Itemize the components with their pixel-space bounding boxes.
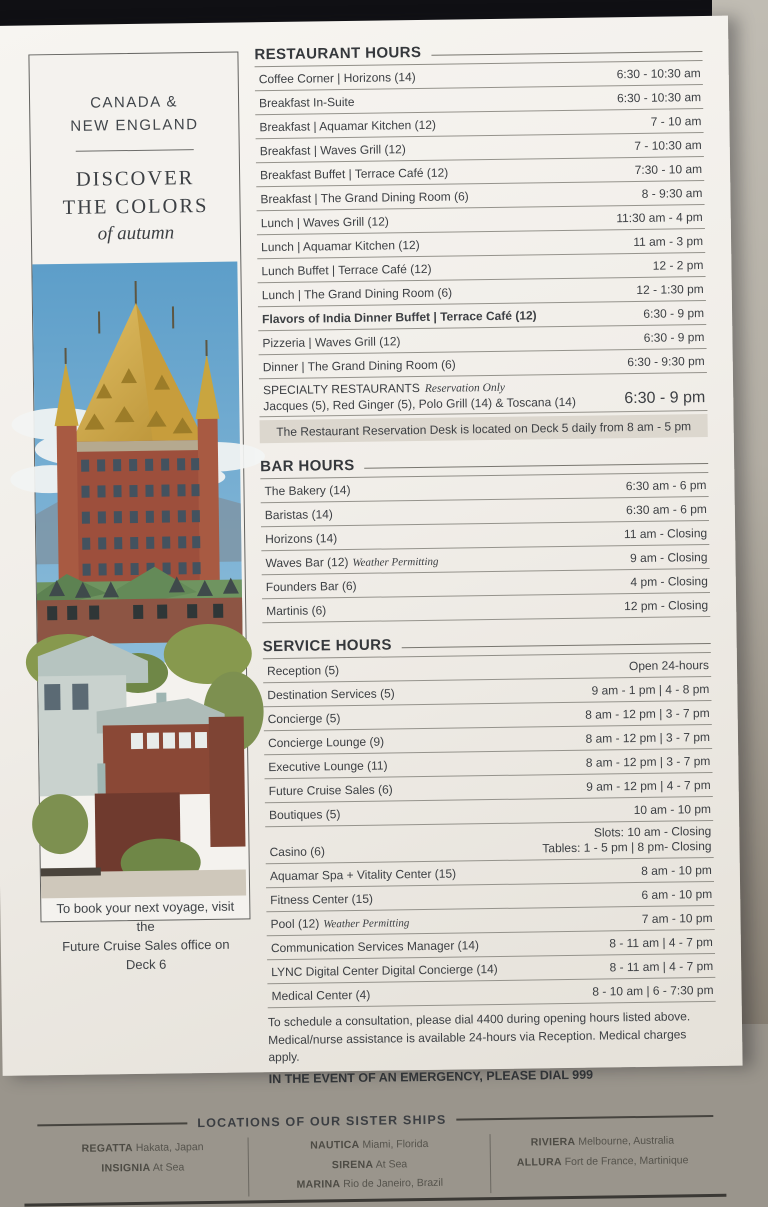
promo-footer-text: To book your next voyage, visit the Future Cruise Sales office on Deck 6 bbox=[41, 896, 250, 978]
daily-program-page bbox=[0, 16, 743, 1076]
row-label: LYNC Digital Center Digital Concierge (14) bbox=[271, 962, 498, 979]
row-label: Breakfast Buffet | Terrace Café (12) bbox=[260, 165, 448, 182]
schedule-row bbox=[262, 593, 710, 623]
row-time: 11 am - Closing bbox=[624, 526, 707, 543]
row-time: 8 am - 12 pm | 3 - 7 pm bbox=[585, 706, 710, 723]
row-time: 8 - 10 am | 6 - 7:30 pm bbox=[592, 983, 713, 1000]
row-label: Coffee Corner | Horizons (14) bbox=[259, 70, 416, 86]
row-time: 6:30 - 9 pm bbox=[643, 306, 704, 322]
restaurant-rows bbox=[255, 61, 707, 379]
row-time: 6:30 - 10:30 am bbox=[617, 90, 701, 107]
reservation-desk-banner: The Restaurant Reservation Desk is located on Deck 5 daily from 8 am - 5 pm bbox=[260, 414, 708, 443]
service-hours-section bbox=[263, 632, 717, 1087]
row-time: 6:30 - 10:30 am bbox=[617, 66, 701, 83]
row-label: Reception (5) bbox=[267, 663, 339, 678]
row-label: Executive Lounge (11) bbox=[268, 758, 387, 774]
row-time: 7:30 - 10 am bbox=[635, 162, 703, 179]
promo-headline: DISCOVER THE COLORS bbox=[39, 165, 232, 223]
row-time: 7 - 10 am bbox=[651, 114, 702, 130]
row-time: 6:30 am - 6 pm bbox=[626, 502, 707, 519]
row-time: 7 am - 10 pm bbox=[642, 911, 713, 928]
row-label: Pool (12) bbox=[270, 916, 319, 931]
row-time: 8 - 11 am | 4 - 7 pm bbox=[609, 935, 713, 952]
row-label: Founders Bar (6) bbox=[266, 578, 357, 593]
row-label: Lunch Buffet | Terrace Café (12) bbox=[261, 261, 431, 277]
row-time: 6:30 - 9 pm bbox=[624, 389, 705, 408]
row-time: 11:30 am - 4 pm bbox=[616, 210, 703, 227]
promo-subheadline: of autumn bbox=[40, 222, 232, 247]
row-time-2: Tables: 1 - 5 pm | 8 pm- Closing bbox=[542, 839, 711, 857]
specialty-title: SPECIALTY RESTAURANTS bbox=[263, 381, 420, 397]
row-time: 6:30 - 9:30 pm bbox=[627, 354, 705, 371]
header-rule bbox=[431, 51, 702, 56]
row-label: Waves Bar (12) bbox=[265, 555, 348, 570]
row-time: 9 am - Closing bbox=[630, 550, 708, 567]
row-time: 10 am - 10 pm bbox=[634, 802, 712, 819]
ship-name: REGATTA bbox=[82, 1142, 133, 1155]
row-time: 12 - 1:30 pm bbox=[636, 282, 704, 299]
ship-location: At Sea bbox=[153, 1161, 185, 1173]
row-label: Boutiques (5) bbox=[269, 807, 341, 822]
row-label: Baristas (14) bbox=[265, 507, 333, 522]
sister-ships-section bbox=[37, 1109, 714, 1199]
row-label: Flavors of India Dinner Buffet | Terrace Café (12) bbox=[262, 308, 537, 326]
emergency-dial-notice: IN THE EVENT OF AN EMERGENCY, PLEASE DIAL 999 bbox=[269, 1066, 717, 1086]
ship-name: NAUTICA bbox=[310, 1139, 360, 1152]
section-title: RESTAURANT HOURS bbox=[254, 44, 421, 63]
row-label: Pizzeria | Waves Grill (12) bbox=[262, 334, 400, 350]
ship-location: Miami, Florida bbox=[362, 1138, 428, 1151]
ship-entry bbox=[255, 1173, 485, 1196]
specialty-restaurants-row bbox=[259, 373, 707, 417]
row-label: Breakfast | Waves Grill (12) bbox=[260, 142, 406, 158]
sister-ships-title: LOCATIONS OF OUR SISTER SHIPS bbox=[197, 1113, 446, 1130]
ship-name: INSIGNIA bbox=[101, 1162, 150, 1175]
row-time: 9 am - 12 pm | 4 - 7 pm bbox=[586, 778, 711, 795]
row-label: Destination Services (5) bbox=[267, 686, 395, 702]
row-label: Lunch | Aquamar Kitchen (12) bbox=[261, 237, 420, 253]
row-label: Martinis (6) bbox=[266, 603, 326, 618]
promo-heading bbox=[29, 53, 240, 265]
row-label: Lunch | The Grand Dining Room (6) bbox=[262, 285, 453, 302]
cruise-region-title: CANADA & NEW ENGLAND bbox=[38, 91, 231, 139]
row-label: Concierge Lounge (9) bbox=[268, 734, 384, 750]
row-label: Medical Center (4) bbox=[271, 987, 370, 1002]
ship-entry bbox=[497, 1151, 708, 1173]
medical-notes bbox=[268, 1008, 717, 1066]
row-time: 11 am - 3 pm bbox=[633, 234, 703, 251]
row-note: Weather Permitting bbox=[352, 555, 438, 568]
ship-name: MARINA bbox=[296, 1178, 340, 1191]
row-label: Fitness Center (15) bbox=[270, 891, 373, 906]
ships-column-2 bbox=[247, 1134, 491, 1196]
ship-name: ALLURA bbox=[517, 1156, 562, 1169]
hours-schedule bbox=[254, 40, 717, 1102]
row-time: 7 - 10:30 am bbox=[634, 138, 702, 155]
row-label: Future Cruise Sales (6) bbox=[269, 782, 393, 798]
row-time: 8 - 11 am | 4 - 7 pm bbox=[609, 959, 713, 976]
row-time: 12 pm - Closing bbox=[624, 598, 708, 615]
row-time: 6:30 am - 6 pm bbox=[626, 478, 707, 495]
row-time: 8 - 9:30 am bbox=[642, 186, 703, 202]
row-label: Horizons (14) bbox=[265, 531, 337, 546]
specialty-venues: Jacques (5), Red Ginger (5), Polo Grill (14) & Toscana (14) bbox=[263, 395, 576, 413]
row-label: Casino (6) bbox=[269, 844, 325, 859]
ships-column-1 bbox=[38, 1138, 249, 1199]
ship-location: Rio de Janeiro, Brazil bbox=[343, 1177, 443, 1190]
header-rule bbox=[365, 463, 709, 469]
row-label: Aquamar Spa + Vitality Center (15) bbox=[270, 866, 456, 883]
service-rows bbox=[263, 653, 716, 1008]
row-time: 9 am - 1 pm | 4 - 8 pm bbox=[591, 682, 709, 699]
reservation-only-note: Reservation Only bbox=[425, 382, 505, 395]
chateau-frontenac-photo bbox=[32, 262, 249, 899]
row-label: Breakfast In-Suite bbox=[259, 94, 355, 109]
row-label: Lunch | Waves Grill (12) bbox=[261, 214, 389, 230]
row-label: Breakfast | Aquamar Kitchen (12) bbox=[259, 117, 436, 133]
bar-rows bbox=[260, 473, 710, 623]
title-rule-right bbox=[456, 1115, 713, 1121]
row-time: Open 24-hours bbox=[629, 658, 709, 675]
row-time: 6:30 - 9 pm bbox=[644, 330, 705, 346]
ship-location: Melbourne, Australia bbox=[578, 1135, 674, 1148]
row-label: Communication Services Manager (14) bbox=[271, 938, 479, 955]
row-time: Slots: 10 am - Closing bbox=[542, 823, 711, 841]
bar-hours-section bbox=[260, 452, 710, 623]
restaurant-hours-section bbox=[254, 40, 707, 443]
ship-name: RIVIERA bbox=[531, 1136, 576, 1149]
row-time: 4 pm - Closing bbox=[630, 574, 708, 591]
row-label: Breakfast | The Grand Dining Room (6) bbox=[260, 189, 469, 206]
row-time: 8 am - 12 pm | 3 - 7 pm bbox=[585, 730, 710, 747]
promo-panel bbox=[28, 52, 250, 923]
section-title: SERVICE HOURS bbox=[263, 636, 392, 655]
ship-location: At Sea bbox=[376, 1158, 408, 1170]
divider bbox=[76, 149, 194, 152]
row-time: 6 am - 10 pm bbox=[641, 887, 712, 904]
ship-location: Fort de France, Martinique bbox=[565, 1154, 689, 1168]
header-rule bbox=[402, 643, 711, 648]
row-label: Dinner | The Grand Dining Room (6) bbox=[263, 357, 456, 374]
row-time: 12 - 2 pm bbox=[653, 258, 704, 274]
title-rule-left bbox=[37, 1123, 187, 1127]
ships-column-3 bbox=[491, 1131, 714, 1192]
nurse-assistance-note: Medical/nurse assistance is available 24-hours via Reception. Medical charges apply. bbox=[268, 1026, 716, 1067]
schedule-row bbox=[267, 978, 715, 1008]
consultation-note: To schedule a consultation, please dial 4400 during opening hours listed above. bbox=[268, 1008, 716, 1032]
row-note: Weather Permitting bbox=[323, 917, 409, 930]
ship-location: Hakata, Japan bbox=[136, 1141, 204, 1154]
row-label: The Bakery (14) bbox=[264, 482, 350, 497]
row-time: 8 am - 12 pm | 3 - 7 pm bbox=[586, 754, 711, 771]
ship-name: SIRENA bbox=[332, 1159, 374, 1172]
row-label: Concierge (5) bbox=[268, 711, 341, 726]
row-time: 8 am - 10 pm bbox=[641, 863, 712, 880]
schedule-row bbox=[265, 821, 713, 864]
ship-entry bbox=[44, 1157, 242, 1179]
section-title: BAR HOURS bbox=[260, 457, 355, 475]
